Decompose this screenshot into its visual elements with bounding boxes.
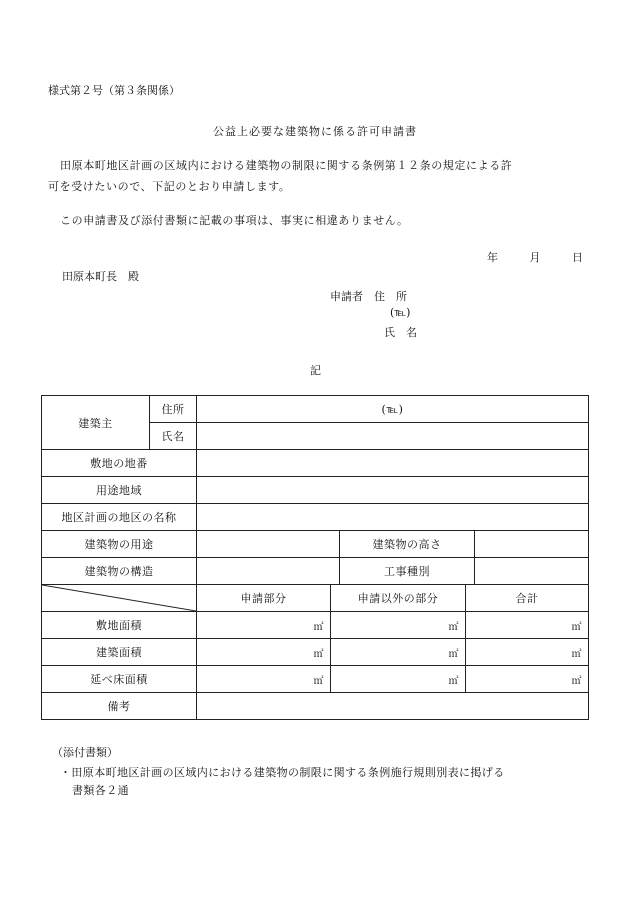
district-plan-name-label: 地区計画の地区の名称 [42,504,197,531]
table-row [42,612,589,639]
date-line [487,249,583,265]
table-row [42,558,589,585]
building-height-label: 建築物の高さ [340,531,475,558]
table-row [42,531,589,558]
work-type-cell[interactable] [475,558,589,585]
site-area-other-cell[interactable] [331,612,466,639]
unit-label: ㎡ [313,675,324,687]
owner-label: 建築主 [42,396,150,450]
lot-number-cell[interactable] [197,450,589,477]
building-area-total-cell[interactable] [466,639,589,666]
applicant-tel-label: (℡) [390,306,411,319]
attachments-heading: （添付書類） [52,746,118,759]
floor-area-total-cell[interactable] [466,666,589,693]
unit-label: ㎡ [448,648,459,660]
owner-tel-label: (℡) [381,402,404,416]
floor-area-other-cell[interactable] [331,666,466,693]
building-area-applied-cell[interactable] [197,639,331,666]
work-type-label: 工事種別 [340,558,475,585]
owner-address-cell[interactable] [197,396,589,423]
diagonal-header-cell [42,585,197,612]
unit-label: ㎡ [571,648,583,660]
col-applied-header: 申請部分 [197,585,331,612]
table-row [42,477,589,504]
name-label: 氏名 [150,423,197,450]
col-total-header: 合計 [466,585,589,612]
building-area-label: 建築面積 [42,639,197,666]
table-row [42,639,589,666]
building-area-other-cell[interactable] [331,639,466,666]
building-use-label: 建築物の用途 [42,531,197,558]
unit-label: ㎡ [571,621,583,633]
unit-label: ㎡ [448,621,459,633]
address-label: 住所 [150,396,197,423]
ki-heading: 記 [310,364,321,377]
use-zone-cell[interactable] [197,477,589,504]
remarks-cell[interactable] [197,693,589,720]
unit-label: ㎡ [448,675,459,687]
table-row [42,450,589,477]
unit-label: ㎡ [571,675,583,687]
building-use-cell[interactable] [197,531,340,558]
date-year: 年 [487,251,498,264]
table-row [42,693,589,720]
floor-area-applied-cell[interactable] [197,666,331,693]
table-row [42,666,589,693]
table-row [42,585,589,612]
building-structure-cell[interactable] [197,558,340,585]
form-number: 様式第２号（第３条関係） [48,84,180,97]
district-plan-name-cell[interactable] [197,504,589,531]
use-zone-label: 用途地域 [42,477,197,504]
attachment-item-line2: 書類各２通 [72,784,129,797]
applicant-address-label: 申請者 住 所 [330,290,407,303]
site-area-label: 敷地面積 [42,612,197,639]
attachment-item-line1: ・田原本町地区計画の区域内における建築物の制限に関する条例施行規則別表に掲げる [60,766,505,779]
request-paragraph-line2: 可を受けたいので、下記のとおり申請します。 [48,180,291,193]
building-structure-label: 建築物の構造 [42,558,197,585]
date-month: 月 [529,251,541,264]
owner-name-cell[interactable] [197,423,589,450]
applicant-name-label: 氏 名 [384,326,417,339]
lot-number-label: 敷地の地番 [42,450,197,477]
site-area-total-cell[interactable] [466,612,589,639]
total-floor-area-label: 延べ床面積 [42,666,197,693]
remarks-label: 備考 [42,693,197,720]
document-title: 公益上必要な建築物に係る許可申請書 [213,125,417,138]
date-day: 日 [572,251,583,264]
declaration-paragraph: この申請書及び添付書類に記載の事項は、事実に相違ありません。 [60,214,409,227]
table-row [42,504,589,531]
building-height-cell[interactable] [475,531,589,558]
unit-label: ㎡ [313,621,324,633]
col-other-header: 申請以外の部分 [331,585,466,612]
addressee: 田原本町長 殿 [62,270,139,283]
diagonal-line [42,585,196,611]
table-row [42,396,589,423]
application-table [41,395,589,720]
unit-label: ㎡ [313,648,324,660]
site-area-applied-cell[interactable] [197,612,331,639]
request-paragraph-line1: 田原本町地区計画の区域内における建築物の制限に関する条例第１２条の規定による許 [60,159,513,172]
